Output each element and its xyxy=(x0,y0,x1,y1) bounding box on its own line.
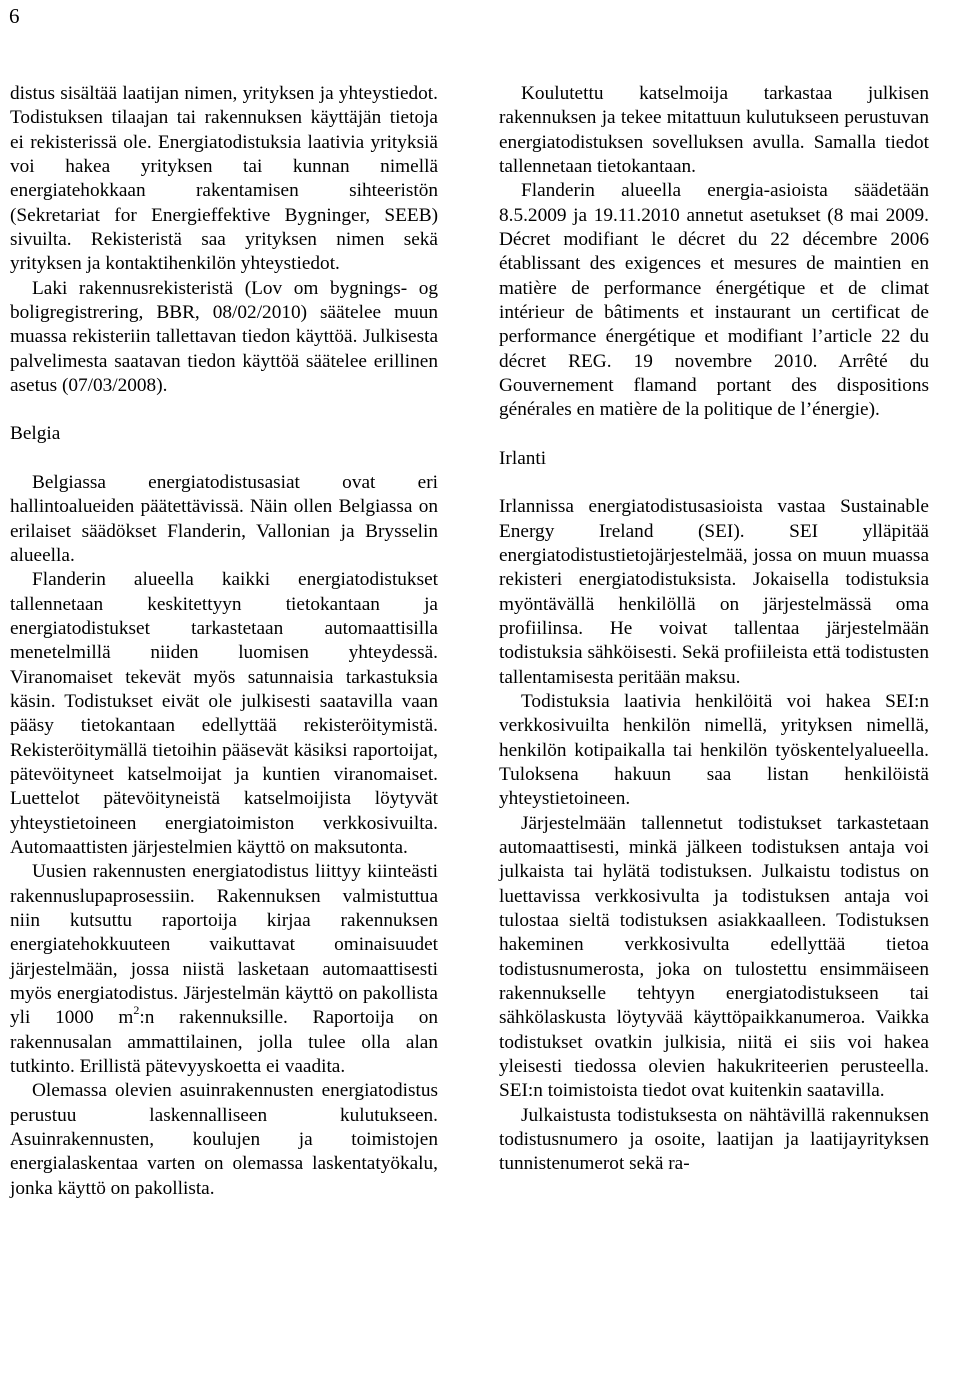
paragraph-flanders-database: Flanderin alueella kaikki energiatodistukset tallennetaan keskitettyyn tietokantaan ja energiatodistukset tarkastetaan automaattisilla menetelmillä niiden luomisen yhteydessä. Viranomaiset tekevät myös satunnaisia tarkastuksia käsin. Todistukset eivät ole julkisesti saatavilla vaan pääsy tietokantaan edellyttää rekisteröitymistä. Rekisteröitymällä tietoihin pääsevät käsiksi raportoijat, pätevöityneet katselmoijat ja kuntien viranomaiset. Luettelot pätevöityneistä katselmoijista löytyvät yhteystietoineen energiatoimiston verkkosivuilta. Automaattisten järjestelmien käyttö on maksutonta. xyxy=(10,569,438,858)
paragraph-denmark-register: distus sisältää laatijan nimen, yrityksen ja yhteystiedot. Todistuksen tilaajan tai rakennuksen käyttäjän tietoja ei rekisterissä ole. Energiatodistuksia laativia yrityksiä voi hakea yrityksen tai kunnan nimellä energiatehokkaan rakentamisen sihteeristön (Sekretariat for Energieffektive Bygninger, SEEB) sivuilta. Rekisteristä saa yrityksen nimen sekä yrityksen ja kontaktihenkilön yhteystiedot. xyxy=(10,83,438,275)
section-heading-belgia: Belgia xyxy=(10,423,61,445)
paragraph-ireland-intro: Irlannissa energiatodistusasioista vastaa Sustainable Energy Ireland (SEI). SEI ylläpitää energiatodistustietojärjestelmää, jossa on muun muassa rekisteri energiatodistuksista. Jokaisella todistuksia myöntävällä henkilöllä on järjestelmässä oma profiilinsa. He voivat tallentaa järjestelmään todistuksia sähköisesti. Sekä profiileista että todistusten tallentamisesta peritään maksu. xyxy=(499,496,929,688)
paragraph-existing-buildings: Olemassa olevien asuinrakennusten energiatodistus perustuu laskennalliseen kulutukseen. Asuinrakennusten, koulujen ja toimistojen energialaskentaa varten on olemassa laskentatyökalu, jonka käyttö on pakollista. xyxy=(10,1080,438,1199)
new-buildings-text-end: :n rakennuksille. Raportoija on rakennusalan ammattilainen, jolla tulee olla alan tutkinto. Erillistä pätevyyskoetta ei vaadita. xyxy=(10,1007,438,1078)
paragraph-public-buildings: Koulutettu katselmoija tarkastaa julkisen rakennuksen ja tekee mitattuun kulutukseen perustuvan energiatodistuksen sovelluksen avulla. Samalla tiedot tallennetaan tietokantaan. xyxy=(499,83,929,178)
superscript-two: 2 xyxy=(133,1002,140,1017)
page-number: 6 xyxy=(9,4,20,28)
section-heading-irlanti: Irlanti xyxy=(499,447,547,469)
left-column xyxy=(10,82,438,1201)
paragraph-ireland-search: Todistuksia laativia henkilöitä voi hakea SEI:n verkkosivuilta henkilön nimellä, yrityksen nimellä, henkilön kotipaikalla tai henkilön työskentelyalueella. Tuloksena hakuun saa listan henkilöistä yhteystietoineen. xyxy=(499,690,929,810)
right-column xyxy=(499,82,929,1177)
new-buildings-text-start: Uusien rakennusten energiatodistus liittyy kiinteästi rakennuslupaprosessiin. Rakennuksen valmistuttua niin kutsuttu raportoija kirjaa rakennuksen energiatehokkuuteen vaikuttavat ominaisuudet järjestelmään, jossa niistä lasketaan automaattisesti myös energiatodistus. Järjestelmän käyttö on pakollista yli 1000 m xyxy=(10,861,438,1029)
paragraph-ireland-published-info: Julkaistusta todistuksesta on nähtävillä rakennuksen todistusnumero ja osoite, laatijan ja laatijayrityksen tunnistenumerot sekä ra- xyxy=(499,1104,929,1175)
paragraph-denmark-law: Laki rakennusrekisteristä (Lov om bygnings- og boligregistrering, BBR, 08/02/2010) säätelee muun muassa rekisteriin tallettavan tiedon käyttöä. Julkisesta palvelimesta saatavan tiedon käyttöä säätelee erillinen asetus (07/03/2008). xyxy=(10,277,438,397)
paragraph-flanders-legislation: Flanderin alueella energia-asioista säädetään 8.5.2009 ja 19.11.2010 annetut asetukset (8 mai 2009. Décret modifiant le décret du 22 décembre 2006 établissant des exigences et mesures de maintien en matière de performance énergétique et de climat intérieur de bâtiments et instaurant un certificat de performance énergétique et modifiant l’article 22 du décret REG. 19 novembre 2010. Arrêté du Gouvernement flamand portant des dispositions générales en matière de la politique de l’énergie). xyxy=(499,180,929,421)
paragraph-belgium-intro: Belgiassa energiatodistusasiat ovat eri hallintoalueiden päätettävissä. Näin ollen Belgiassa on erilaiset säädökset Flanderin, Vallonian ja Brysselin alueella. xyxy=(10,471,438,566)
paragraph-ireland-publication: Järjestelmään tallennetut todistukset tarkastetaan automaattisesti, minkä jälkeen todistuksen antaja voi julkaista tai hylätä todistuksen. Julkaistu todistus on luettavissa verkkosivulta ja todistuksen antaja voi tulostaa sieltä todistuksen asiakkaalleen. Todistuksen hakeminen verkkosivulta edellyttää tietoa todistusnumerosta, joka on tulostettu ensimmäiseen rakennukselle tehtyyn energiatodistukseen tai sähkölaskusta löytyvää käyttöpaikkanumeroa. Vaikka todistukset ovatkin julkisia, niitä ei siis voi hakea yleisesti tiedossa olevien hakukriteerien perusteella. SEI:n toimistoista tiedot ovat kuitenkin saatavilla. xyxy=(499,812,929,1102)
paragraph-new-buildings xyxy=(10,860,438,1079)
